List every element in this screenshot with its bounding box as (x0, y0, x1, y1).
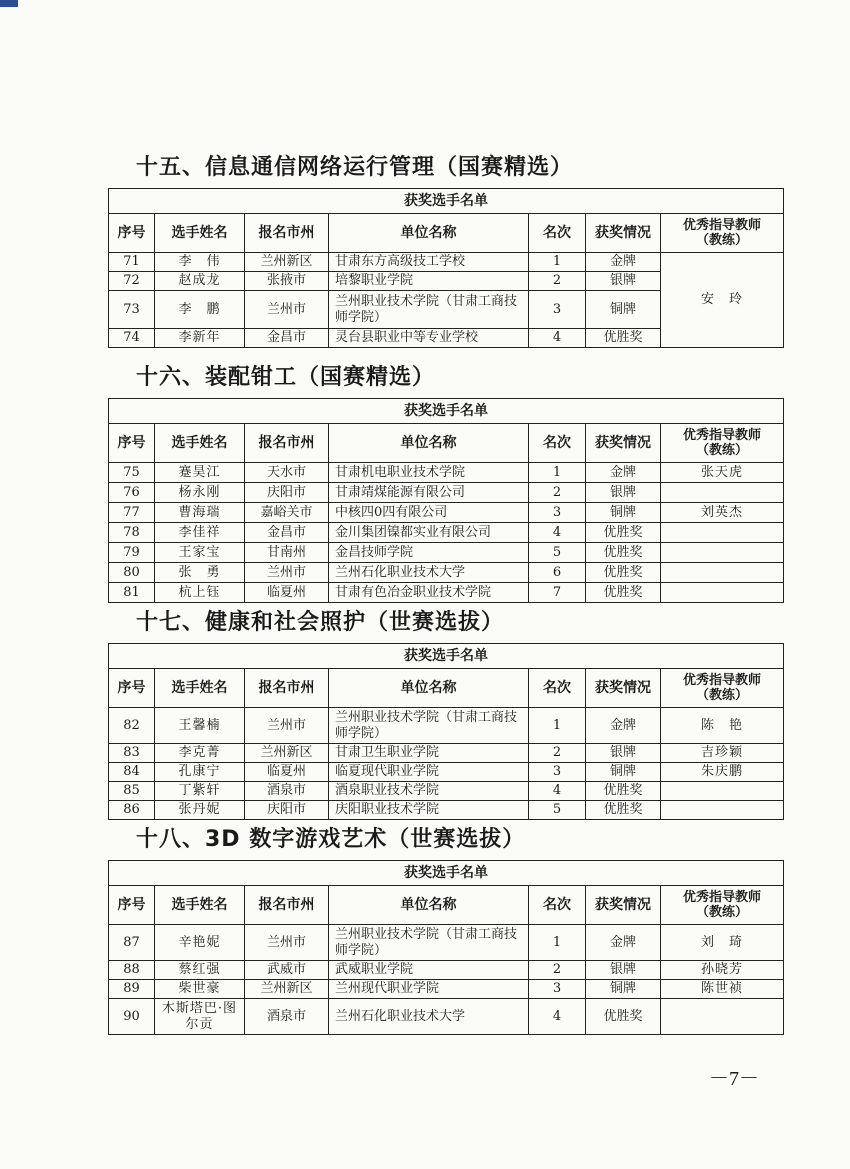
cell-rank: 5 (529, 801, 586, 820)
cell-award: 银牌 (586, 961, 661, 980)
cell-name: 蹇昊江 (155, 463, 245, 483)
cell-rank: 6 (529, 563, 586, 583)
cell-coach (661, 583, 784, 603)
header-city: 报名市州 (245, 214, 329, 253)
cell-seq: 81 (109, 583, 155, 603)
cell-rank: 4 (529, 999, 586, 1035)
cell-org: 甘肃机电职业技术学院 (329, 463, 529, 483)
cell-seq: 89 (109, 980, 155, 999)
cell-award: 优胜奖 (586, 523, 661, 543)
cell-city: 兰州新区 (245, 253, 329, 272)
cell-seq: 75 (109, 463, 155, 483)
header-award: 获奖情况 (586, 214, 661, 253)
cell-org: 兰州职业技术学院（甘肃工商技师学院） (329, 708, 529, 744)
table-row (109, 782, 784, 801)
header-coach (661, 424, 784, 463)
award-table (108, 188, 784, 348)
table-row (109, 708, 784, 744)
table-row (109, 463, 784, 483)
header-city: 报名市州 (245, 669, 329, 708)
cell-rank: 2 (529, 744, 586, 763)
cell-name: 张丹妮 (155, 801, 245, 820)
cell-rank: 1 (529, 463, 586, 483)
table-row (109, 999, 784, 1035)
cell-city: 甘南州 (245, 543, 329, 563)
cell-award: 金牌 (586, 925, 661, 961)
header-coach (661, 214, 784, 253)
cell-org: 甘肃靖煤能源有限公司 (329, 483, 529, 503)
table-row (109, 961, 784, 980)
cell-award: 优胜奖 (586, 801, 661, 820)
list-title: 获奖选手名单 (109, 189, 784, 214)
cell-coach: 张天虎 (661, 463, 784, 483)
header-seq: 序号 (109, 886, 155, 925)
cell-coach: 陈世祯 (661, 980, 784, 999)
cell-name: 辛艳妮 (155, 925, 245, 961)
header-name: 选手姓名 (155, 886, 245, 925)
header-org: 单位名称 (329, 214, 529, 253)
table-row (109, 925, 784, 961)
cell-city: 酒泉市 (245, 999, 329, 1035)
cell-name: 李新年 (155, 329, 245, 348)
cell-name: 李佳祥 (155, 523, 245, 543)
cell-city: 兰州新区 (245, 980, 329, 999)
header-rank: 名次 (529, 886, 586, 925)
cell-city: 兰州市 (245, 291, 329, 329)
cell-award: 银牌 (586, 483, 661, 503)
header-coach (661, 669, 784, 708)
table-row (109, 744, 784, 763)
cell-rank: 1 (529, 708, 586, 744)
cell-seq: 76 (109, 483, 155, 503)
cell-seq: 78 (109, 523, 155, 543)
section-title: 十八、3D 数字游戏艺术（世赛选拔） (136, 827, 526, 852)
cell-rank: 4 (529, 329, 586, 348)
cell-name: 柴世豪 (155, 980, 245, 999)
cell-coach (661, 483, 784, 503)
cell-seq: 77 (109, 503, 155, 523)
table-row (109, 980, 784, 999)
header-rank: 名次 (529, 424, 586, 463)
header-coach-line1: 优秀指导教师 (683, 673, 762, 688)
cell-name: 李 鹏 (155, 291, 245, 329)
cell-city: 临夏州 (245, 763, 329, 782)
cell-award: 金牌 (586, 463, 661, 483)
cell-award: 优胜奖 (586, 563, 661, 583)
cell-name: 王家宝 (155, 543, 245, 563)
cell-coach: 刘英杰 (661, 503, 784, 523)
cell-city: 天水市 (245, 463, 329, 483)
cell-name: 丁紫轩 (155, 782, 245, 801)
cell-award: 铜牌 (586, 503, 661, 523)
cell-rank: 3 (529, 503, 586, 523)
cell-org: 金川集团镍都实业有限公司 (329, 523, 529, 543)
cell-rank: 7 (529, 583, 586, 603)
cell-award: 优胜奖 (586, 782, 661, 801)
section-title: 十五、信息通信网络运行管理（国赛精选） (136, 155, 574, 180)
cell-city: 兰州市 (245, 708, 329, 744)
cell-coach: 吉珍颖 (661, 744, 784, 763)
cell-org: 甘肃卫生职业学院 (329, 744, 529, 763)
cell-coach (661, 563, 784, 583)
header-coach-line1: 优秀指导教师 (683, 218, 762, 233)
header-seq: 序号 (109, 669, 155, 708)
cell-coach: 刘 琦 (661, 925, 784, 961)
table-row (109, 801, 784, 820)
cell-city: 临夏州 (245, 583, 329, 603)
cell-name: 李 伟 (155, 253, 245, 272)
header-org: 单位名称 (329, 424, 529, 463)
cell-seq: 85 (109, 782, 155, 801)
header-name: 选手姓名 (155, 669, 245, 708)
cell-seq: 83 (109, 744, 155, 763)
cell-seq: 87 (109, 925, 155, 961)
header-award: 获奖情况 (586, 669, 661, 708)
list-title: 获奖选手名单 (109, 399, 784, 424)
cell-name: 木斯塔巴·图尔贡 (155, 999, 245, 1035)
cell-award: 银牌 (586, 744, 661, 763)
cell-city: 兰州市 (245, 563, 329, 583)
cell-city: 庆阳市 (245, 483, 329, 503)
page-number: －7－ (709, 1068, 759, 1090)
cell-city: 兰州新区 (245, 744, 329, 763)
cell-seq: 84 (109, 763, 155, 782)
cell-rank: 3 (529, 980, 586, 999)
header-coach-line2: （教练） (696, 233, 749, 248)
table-row (109, 253, 784, 272)
cell-award: 金牌 (586, 708, 661, 744)
cell-org: 酒泉职业技术学院 (329, 782, 529, 801)
section-17 (108, 603, 783, 820)
cell-city: 酒泉市 (245, 782, 329, 801)
cell-org: 甘肃有色冶金职业技术学院 (329, 583, 529, 603)
header-coach-line2: （教练） (696, 688, 749, 703)
cell-name: 曹海瑞 (155, 503, 245, 523)
cell-seq: 71 (109, 253, 155, 272)
award-table (108, 398, 784, 603)
cell-award: 铜牌 (586, 291, 661, 329)
cell-rank: 5 (529, 543, 586, 563)
list-title: 获奖选手名单 (109, 861, 784, 886)
cell-coach (661, 801, 784, 820)
header-coach-line1: 优秀指导教师 (683, 890, 762, 905)
cell-city: 嘉峪关市 (245, 503, 329, 523)
header-city: 报名市州 (245, 886, 329, 925)
cell-city: 金昌市 (245, 329, 329, 348)
cell-name: 杭上钰 (155, 583, 245, 603)
header-city: 报名市州 (245, 424, 329, 463)
cell-award: 优胜奖 (586, 329, 661, 348)
cell-rank: 3 (529, 291, 586, 329)
cell-org: 武威职业学院 (329, 961, 529, 980)
header-org: 单位名称 (329, 886, 529, 925)
cell-city: 金昌市 (245, 523, 329, 543)
cell-award: 优胜奖 (586, 543, 661, 563)
cell-coach: 陈 艳 (661, 708, 784, 744)
cell-name: 杨永刚 (155, 483, 245, 503)
header-org: 单位名称 (329, 669, 529, 708)
table-row (109, 583, 784, 603)
header-seq: 序号 (109, 424, 155, 463)
header-rank: 名次 (529, 669, 586, 708)
cell-seq: 74 (109, 329, 155, 348)
cell-coach: 孙晓芳 (661, 961, 784, 980)
header-name: 选手姓名 (155, 424, 245, 463)
cell-award: 银牌 (586, 272, 661, 291)
section-16 (108, 358, 783, 603)
cell-city: 兰州市 (245, 925, 329, 961)
cell-award: 铜牌 (586, 980, 661, 999)
table-row (109, 543, 784, 563)
cell-name: 孔康宁 (155, 763, 245, 782)
cell-name: 李克菁 (155, 744, 245, 763)
cell-rank: 4 (529, 523, 586, 543)
table-row (109, 563, 784, 583)
table-row (109, 483, 784, 503)
cell-rank: 2 (529, 272, 586, 291)
cell-award: 铜牌 (586, 763, 661, 782)
cell-name: 王馨楠 (155, 708, 245, 744)
section-title: 十七、健康和社会照护（世赛选拔） (136, 610, 505, 635)
header-award: 获奖情况 (586, 424, 661, 463)
cell-org: 庆阳职业技术学院 (329, 801, 529, 820)
section-18 (108, 820, 783, 1035)
cell-coach (661, 782, 784, 801)
cell-rank: 2 (529, 961, 586, 980)
cell-coach (661, 523, 784, 543)
cell-rank: 1 (529, 925, 586, 961)
table-row (109, 503, 784, 523)
cell-name: 张 勇 (155, 563, 245, 583)
header-award: 获奖情况 (586, 886, 661, 925)
cell-city: 庆阳市 (245, 801, 329, 820)
cell-seq: 86 (109, 801, 155, 820)
cell-award: 优胜奖 (586, 999, 661, 1035)
header-coach-line2: （教练） (696, 443, 749, 458)
section-title: 十六、装配钳工（国赛精选） (136, 365, 436, 390)
section-15 (108, 148, 783, 348)
cell-org: 兰州现代职业学院 (329, 980, 529, 999)
cell-coach (661, 999, 784, 1035)
cell-city: 张掖市 (245, 272, 329, 291)
cell-seq: 88 (109, 961, 155, 980)
cell-coach (661, 543, 784, 563)
table-row (109, 523, 784, 543)
cell-award: 优胜奖 (586, 583, 661, 603)
header-name: 选手姓名 (155, 214, 245, 253)
scan-corner-mark (0, 0, 18, 7)
table-row (109, 763, 784, 782)
header-coach-line2: （教练） (696, 905, 749, 920)
header-coach (661, 886, 784, 925)
cell-org: 兰州职业技术学院（甘肃工商技师学院） (329, 925, 529, 961)
cell-org: 甘肃东方高级技工学校 (329, 253, 529, 272)
award-table (108, 860, 784, 1035)
cell-org: 金昌技师学院 (329, 543, 529, 563)
cell-coach: 安 玲 (661, 253, 784, 348)
cell-org: 临夏现代职业学院 (329, 763, 529, 782)
award-table (108, 643, 784, 820)
cell-rank: 3 (529, 763, 586, 782)
cell-coach: 朱庆鹏 (661, 763, 784, 782)
cell-name: 赵成龙 (155, 272, 245, 291)
cell-rank: 4 (529, 782, 586, 801)
cell-seq: 73 (109, 291, 155, 329)
header-seq: 序号 (109, 214, 155, 253)
cell-seq: 90 (109, 999, 155, 1035)
header-coach-line1: 优秀指导教师 (683, 428, 762, 443)
cell-seq: 79 (109, 543, 155, 563)
cell-org: 兰州石化职业技术大学 (329, 563, 529, 583)
cell-org: 培黎职业学院 (329, 272, 529, 291)
cell-rank: 1 (529, 253, 586, 272)
cell-org: 兰州职业技术学院（甘肃工商技师学院） (329, 291, 529, 329)
cell-city: 武威市 (245, 961, 329, 980)
cell-name: 蔡红强 (155, 961, 245, 980)
list-title: 获奖选手名单 (109, 644, 784, 669)
cell-org: 兰州石化职业技术大学 (329, 999, 529, 1035)
cell-seq: 82 (109, 708, 155, 744)
cell-rank: 2 (529, 483, 586, 503)
cell-org: 灵台县职业中等专业学校 (329, 329, 529, 348)
cell-award: 金牌 (586, 253, 661, 272)
cell-seq: 72 (109, 272, 155, 291)
cell-org: 中核四0四有限公司 (329, 503, 529, 523)
cell-seq: 80 (109, 563, 155, 583)
header-rank: 名次 (529, 214, 586, 253)
